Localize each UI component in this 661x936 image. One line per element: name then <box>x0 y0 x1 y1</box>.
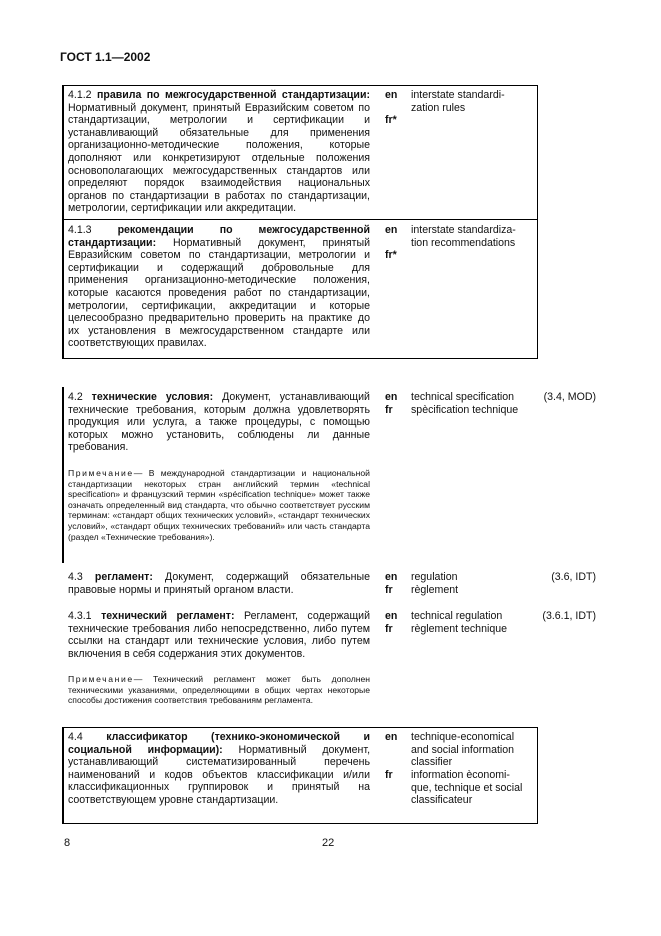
entry-number: 4.2 <box>68 391 83 403</box>
lang-code-fr: fr* <box>385 114 397 126</box>
entry-definition <box>68 571 370 596</box>
box-bottom-border <box>62 823 538 824</box>
lang-code-fr: fr <box>385 584 393 596</box>
lang-code-en: en <box>385 224 398 236</box>
entry-term: правила по межгосударственной стандартизации: <box>96 89 370 101</box>
entry-term: классификатор (технико-экономической и социальной информации): <box>68 731 370 756</box>
note-label: Примечание <box>68 468 134 478</box>
term-en-line2: zation rules <box>411 101 466 114</box>
entry-text: Документ, устанавливающий технические требования, которым должна удовлетворять продукция или услуга, а также процедуры, с помощью которых можно установить, соблюдены ли данные требования. <box>68 391 370 454</box>
lang-code-en: en <box>385 731 398 743</box>
box-right-border <box>537 727 538 823</box>
note-text: — В международной стандартизации и национальной стандартизации некоторых стран английский термин «technical specification» и французский термин «spécification technique» может также означать определенный вид стандарта, что обычно соответствует русским терминам: «стандарт общих технических условий», «стандарт технических условий», «стандарт общих технических требований» или часть стандарта (раздел «Технические требования»). <box>68 468 370 542</box>
term-en-line1: interstate standardi- <box>411 89 505 101</box>
iso-reference: (3.4, MOD) <box>543 391 596 403</box>
box-left-border <box>62 85 64 358</box>
entry-note <box>68 468 370 542</box>
lang-code-fr: fr <box>385 623 393 635</box>
box-bottom-border <box>62 358 538 359</box>
term-en: regulation <box>411 571 458 583</box>
entry-note <box>68 674 370 706</box>
entry-definition <box>68 391 370 454</box>
term-fr: spècification technique <box>411 404 519 416</box>
box-top-border <box>62 85 538 86</box>
entry-text: Документ, содержащий обязательные правовые нормы и принятый органом власти. <box>68 571 370 596</box>
box-top-border <box>62 727 538 728</box>
entry-text: Нормативный документ, устанавливающий систематизированный перечень наименований и кодов объектов классификации и/или классификационных группировок и принятый на соответствующем уровне стандартизации. <box>68 743 371 806</box>
term-en-line1: technique-economical <box>411 731 515 743</box>
entry-number: 4.3 <box>68 571 83 583</box>
term-en-line3: classifier <box>411 756 453 769</box>
box-right-border <box>537 85 538 358</box>
term-fr-line2: que, technique et social <box>411 781 523 794</box>
lang-code-fr: fr <box>385 769 393 781</box>
term-fr-line1: information èconomi- <box>411 769 510 781</box>
lang-code-fr: fr* <box>385 249 397 261</box>
page-number-left: 8 <box>64 837 71 849</box>
entry-number: 4.1.3 <box>68 224 92 236</box>
entry-definition <box>68 610 370 660</box>
term-fr-line3: classificateur <box>411 794 473 807</box>
term-fr: règlement technique <box>411 623 507 635</box>
entry-number: 4.4 <box>68 731 83 743</box>
term-fr: règlement <box>411 584 459 596</box>
entry-text: Нормативный документ, принятый Евразийским советом по стандартизации, метрологии и сертификации и содержащий добровольные для применения организационно-методические положения, которые касаются проведения работ по стандартизации, метрологии, сертификации, аккредитации и которые целесообразно предварительно проверить на практике до их установления в межгосударственном стандарте или соответствующих правилах. <box>68 236 370 350</box>
box-divider <box>62 219 538 220</box>
entry-term: технические условия: <box>91 391 214 403</box>
box-left-border <box>62 727 64 823</box>
change-bar <box>62 387 64 563</box>
entry-number: 4.1.2 <box>68 89 92 101</box>
lang-code-en: en <box>385 571 398 583</box>
entry-term: регламент: <box>94 571 153 583</box>
lang-code-en: en <box>385 391 398 403</box>
entry-text: Регламент, содержащий технические требования либо непосредственно, либо путем ссылки на стандарт или технические условия, либо путем включения в себя содержания этих документов. <box>68 610 370 660</box>
iso-reference: (3.6, IDT) <box>551 571 596 583</box>
page-number-center: 22 <box>322 837 335 849</box>
entry-term: технический регламент: <box>101 610 235 622</box>
term-en-line2: and social information <box>411 743 515 756</box>
note-label: Примечание <box>68 674 134 684</box>
term-en: technical specification <box>411 391 515 403</box>
entry-number: 4.3.1 <box>68 610 92 622</box>
lang-code-en: en <box>385 610 398 622</box>
iso-reference: (3.6.1, IDT) <box>542 610 596 622</box>
entry-definition <box>68 224 370 350</box>
term-en-line1: interstate standardiza- <box>411 224 516 236</box>
document-header: ГОСТ 1.1—2002 <box>60 50 151 64</box>
lang-code-en: en <box>385 89 398 101</box>
term-en-line2: tion recommendations <box>411 236 516 249</box>
entry-term: рекомендации по межгосударственной стандартизации: <box>68 224 370 249</box>
term-en: technical regulation <box>411 610 503 622</box>
entry-definition <box>68 731 370 807</box>
lang-code-fr: fr <box>385 404 393 416</box>
entry-definition <box>68 89 370 215</box>
entry-text: Нормативный документ, принятый Евразийским советом по стандартизации, метрологии и сертификации и устанавливающий обязательные для применения организационно-методические положения, которые дополняют или конкретизируют отдельные положения основополагающих межгосударственных стандартов или определяют порядок взаимодействия национальных органов по стандартизации в работах по стандартизации, метрологии, сертификации или аккредитации. <box>68 101 370 215</box>
note-text: — Технический регламент может быть дополнен техническими указаниями, определяющими в общих чертах некоторые способы достижения соответствия требованиям регламента. <box>68 674 370 706</box>
